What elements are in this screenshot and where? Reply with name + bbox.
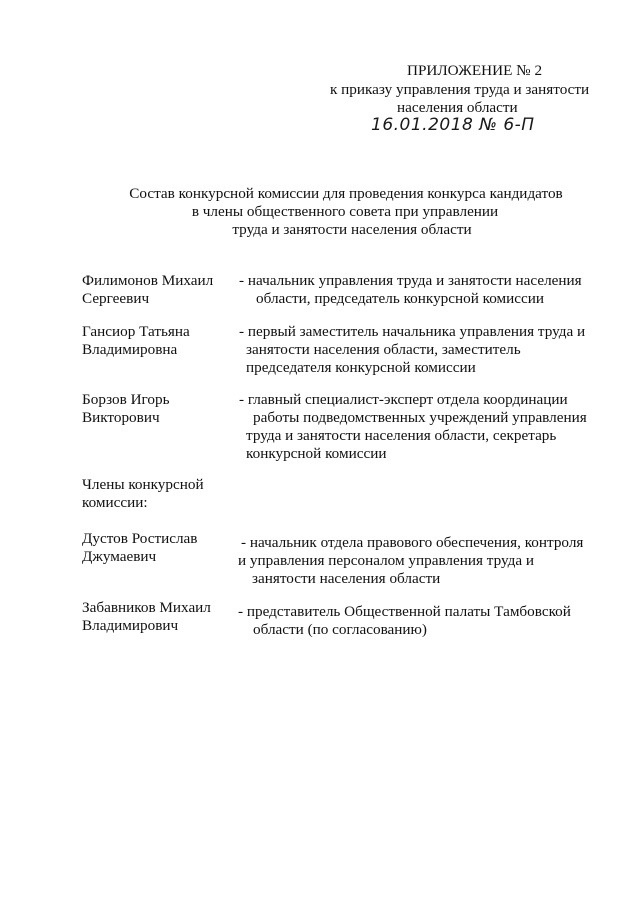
- member-role-line: конкурсной комиссии: [246, 445, 387, 462]
- member-name-first-line: Борзов Игорь: [82, 391, 170, 408]
- order-date-number: 16.01.2018 № 6-П: [371, 115, 535, 135]
- members-label-line-1: Члены конкурсной: [82, 476, 204, 493]
- member-role-line: занятости населения области: [252, 570, 441, 587]
- document-title-line-1: Состав конкурсной комиссии для проведения конкурса кандидатов: [129, 185, 563, 202]
- member-name-first-line: Дустов Ростислав: [82, 530, 198, 547]
- member-role-line: области (по согласованию): [253, 621, 427, 638]
- member-name-second-line: Джумаевич: [82, 548, 157, 565]
- member-role-line: председателя конкурсной комиссии: [246, 359, 476, 376]
- member-role-line: - начальник отдела правового обеспечения, контроля: [241, 534, 584, 551]
- member-name-second-line: Сергеевич: [82, 290, 150, 307]
- member-name-first-line: Филимонов Михаил: [82, 272, 214, 289]
- member-role-line: области, председатель конкурсной комиссии: [256, 290, 545, 307]
- member-role-line: - представитель Общественной палаты Тамбовской: [238, 603, 571, 620]
- member-name-first-line: Забавников Михаил: [82, 599, 211, 616]
- appendix-region-line: населения области: [397, 99, 518, 116]
- document-title-line-3: труда и занятости населения области: [232, 221, 472, 238]
- members-label-line-2: комиссии:: [82, 494, 148, 511]
- member-role-line: - первый заместитель начальника управления труда и: [239, 323, 586, 340]
- member-role-line: - начальник управления труда и занятости населения: [239, 272, 582, 289]
- member-role-line: труда и занятости населения области, секретарь: [246, 427, 557, 444]
- member-role-line: - главный специалист-эксперт отдела координации: [239, 391, 568, 408]
- member-role-line: работы подведомственных учреждений управления: [253, 409, 587, 426]
- member-role-line: занятости населения области, заместитель: [246, 341, 521, 358]
- document-title-line-2: в члены общественного совета при управлении: [191, 203, 499, 220]
- appendix-order-line: к приказу управления труда и занятости: [330, 81, 590, 98]
- member-role-line: и управления персоналом управления труда и: [238, 552, 535, 569]
- member-name-second-line: Викторович: [82, 409, 160, 426]
- appendix-heading: ПРИЛОЖЕНИЕ № 2: [407, 62, 543, 79]
- member-name-first-line: Гансиор Татьяна: [82, 323, 190, 340]
- member-name-second-line: Владимирович: [82, 617, 179, 634]
- member-name-second-line: Владимировна: [82, 341, 178, 358]
